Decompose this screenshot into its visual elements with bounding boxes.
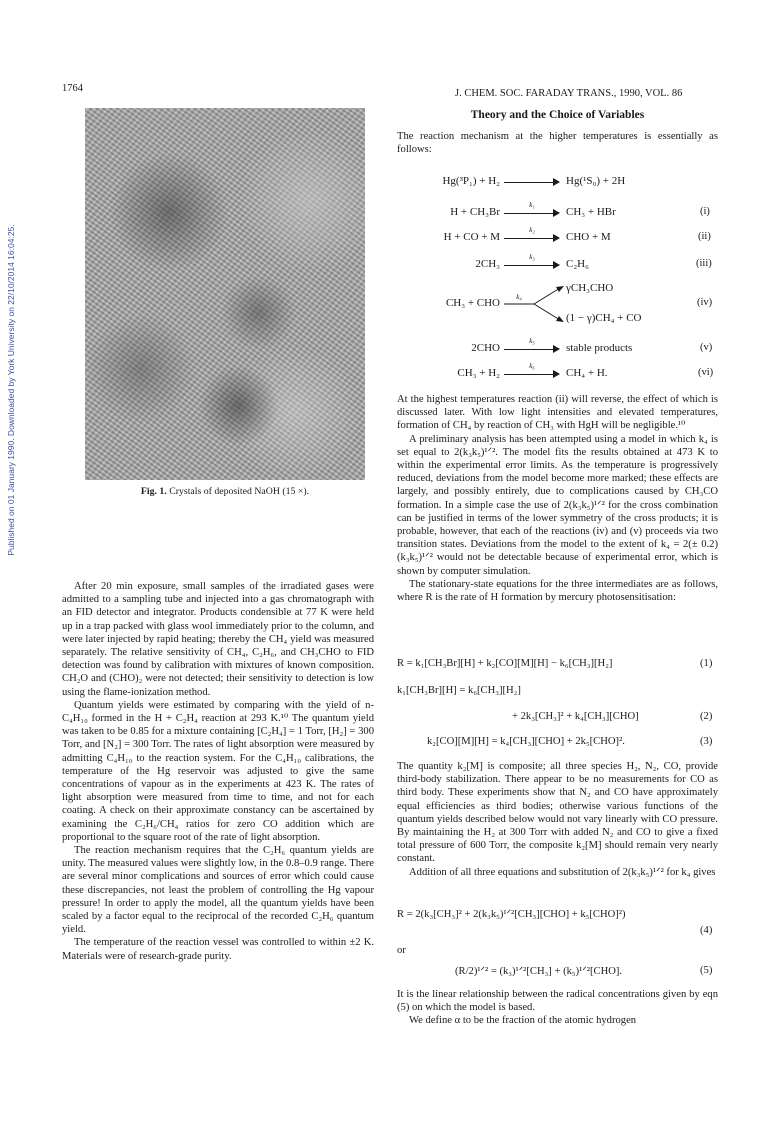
equation-4: R = 2(k₃[CH₃]² + 2(k₃k₅)¹ᐟ²[CH₃][CHO] + k₅[CHO]²): [397, 909, 626, 920]
page-number: 1764: [62, 83, 83, 94]
reaction-rhs-bottom: (1 − γ)CH₄ + CO: [566, 312, 642, 324]
reaction-arrow: [504, 201, 560, 220]
download-notice: [5, 110, 17, 670]
left-paragraph: The temperature of the reaction vessel was controlled to within ±2 K. Materials were of research-grade purity.: [62, 937, 374, 962]
intro-paragraph: [397, 130, 718, 156]
rate-constant-label: k₄: [516, 293, 522, 301]
reaction-number: (ii): [698, 231, 711, 242]
reaction-lhs: 2CH₃: [475, 258, 500, 270]
reaction-arrow: [504, 226, 560, 245]
left-paragraph: After 20 min exposure, small samples of the irradiated gases were admitted to a sampling tube and injected into a gas chromatograph with an FID detector and integrator. Products condensible at 77 K were held up in a trap packed with glass wool immediately prior to the column, and were later injected by rapid heating; thereby the CH₄ yield was measured separately. The relative sensitivity of CH₄, C₂H₆, and CH₃CHO to FID detection was found by calibration with mixtures of known composition. CH₂O and (CHO)₂ were not detected; their sensitivity to detection is low using the flame-ionization method.: [62, 581, 374, 698]
figure-caption-text: Crystals of deposited NaOH (15 ×).: [169, 486, 310, 497]
reaction-lhs: Hg(³P₁) + H₂: [442, 175, 500, 187]
right-text-block-b: [397, 760, 718, 879]
equation-4-number: (4): [700, 925, 713, 936]
reaction-lhs: CH₃ + H₂: [457, 367, 500, 379]
reaction-number: (v): [700, 342, 713, 353]
reaction-rhs: CH₃ + HBr: [566, 206, 616, 218]
left-paragraph: The reaction mechanism requires that the C₂H₆ quantum yields are unity. The measured values were slightly low, in the 0.8–0.9 range. There are several minor complications and sources of error which could cause these discrepancies, not least the problem of controlling the Hg vapour pressure! In order to apply the model, all the quantum yields have been scaled by a factor equal to the reciprocal of the recorded C₂H₆ quantum yield.: [62, 845, 374, 936]
reaction-rhs: stable products: [566, 342, 633, 354]
equation-2-line-2: + 2k₃[CH₃]² + k₄[CH₃][CHO]: [512, 711, 639, 722]
left-paragraph: Quantum yields were estimated by comparing with the yield of n-C₄H₁₀ formed in the H + C₂H₄ reaction at 293 K.¹⁰ The quantum yield was taken to be 0.85 for a mixture containing [C₂H₄] = 1 Torr, [H₂] = 300 Torr, and [N₂] = 300 Torr. The rates of light absorption were measured by admitting C₄H₁₀ to the reaction system. For the C₄H₁₀ calibrations, the temperature of the Hg reservoir was adjusted to give the same concentrations of vapour as in the experiments at 423 K. The rates of light absorption were measured from time to time, and not for each coating. A check on their approximate constancy can be ascertained by examining the C₂H₆/CH₄ ratios for zero CO addition which are proportional to the square root of the rate of light absorption.: [62, 699, 374, 843]
rate-constant-label: k₆: [529, 362, 535, 370]
rate-constant-label: k₁: [529, 201, 535, 209]
reaction-number: (iii): [696, 258, 712, 269]
reaction-lhs: CH₃ + CHO: [445, 297, 500, 309]
reaction-v: [0, 337, 769, 358]
reaction-lhs: H + CH₃Br: [450, 206, 500, 218]
equation-3: k₂[CO][M][H] = k₄[CH₃][CHO] + 2k₅[CHO]².: [427, 736, 625, 747]
reaction-arrow: [504, 253, 560, 272]
reaction-lhs: 2CHO: [471, 342, 500, 354]
reaction-vi: [0, 362, 769, 383]
reaction-photosensitisation: [0, 175, 769, 191]
download-notice-text: Published on 01 January 1990. Downloaded by York University on 22/10/2014 16:04:25.: [6, 224, 16, 556]
reaction-arrow: [504, 362, 560, 381]
reaction-i: [0, 201, 769, 222]
left-column: [62, 580, 374, 963]
reaction-number: (iv): [697, 297, 713, 308]
right-paragraph: The quantity k₂[M] is composite; all three species H₂, N₂, CO, provide third-body stabilization. There appear to be no measurements for CO as third body. These experiments show that N₂ and CO have approximately equal efficiencies as third bodies; otherwise various functions of the quantum yields described below would not vary linearly with CO pressure. By maintaining the H₂ at 300 Torr with added N₂ and CO to give a fixed total pressure of 600 Torr, the composite k₂[M] should remain very nearly constant.: [397, 761, 718, 865]
right-paragraph: At the highest temperatures reaction (ii) will reverse, the effect of which is discussed later. With low light intensities and elevated temperatures, formation of CH₄ by reaction of CH₃ with HgH will be negligible.¹⁰: [397, 394, 718, 432]
equation-3-number: (3): [700, 736, 713, 747]
reaction-rhs: Hg(¹S₀) + 2H: [566, 175, 626, 187]
rate-constant-label: k₂: [529, 226, 535, 234]
reaction-lhs: H + CO + M: [443, 231, 500, 243]
equation-2-line-1: k₁[CH₃Br][H] = k₆[CH₃][H₂]: [397, 685, 521, 696]
rate-constant-label: k₃: [529, 253, 535, 261]
intro-text: The reaction mechanism at the higher temperatures is essentially as follows:: [397, 131, 718, 156]
right-paragraph: A preliminary analysis has been attempted using a model in which k₄ is set equal to 2(k₃k₅)¹ᐟ². The model fits the results obtained at 473 K to within the experimental error limits. As the temperature is progressively reduced, deviations from the model become more marked; these effects are largely, and possibly entirely, due to complications caused by CH₃CO formation. In a simple case the use of 2(k₃k₅)¹ᐟ² for the cross combination can be justified in terms of the lower symmetry of the cross products; it is probable, however, that each of the reactions (iv) and (v) proceeds via two transition states. Deviations from the model to the extent of k₄ = 2(± 0.2)(k₃k₅)¹ᐟ² would not be detectable because of experimental error, which is shown by computer simulation.: [397, 433, 718, 577]
right-text-block-c: [397, 988, 718, 1028]
equation-5-number: (5): [700, 965, 713, 976]
reaction-rhs-top: γCH₃CHO: [566, 282, 614, 294]
equation-or: or: [397, 945, 406, 956]
reaction-iii: [0, 253, 769, 274]
rate-constant-label: k₅: [529, 337, 535, 345]
equation-5: (R/2)¹ᐟ² = (k₃)¹ᐟ²[CH₃] + (k₅)¹ᐟ²[CHO].: [455, 966, 623, 977]
journal-header: J. CHEM. SOC. FARADAY TRANS., 1990, VOL. 86: [455, 88, 683, 99]
reaction-rhs: CH₄ + H.: [566, 367, 608, 379]
equation-2-number: (2): [700, 711, 713, 722]
right-paragraph: We define α to be the fraction of the atomic hydrogen: [409, 1015, 637, 1027]
equation-1-number: (1): [700, 658, 713, 669]
right-paragraph: The stationary-state equations for the three intermediates are as follows, where R is the rate of H formation by mercury photosensitisation:: [397, 578, 718, 604]
reaction-ii: [0, 226, 769, 247]
figure-caption: [85, 486, 365, 497]
right-paragraph: It is the linear relationship between the radical concentrations given by eqn (5) on which the model is based.: [397, 989, 718, 1014]
branching-arrow: [504, 282, 566, 330]
reaction-arrow: [504, 337, 560, 356]
reaction-rhs: CHO + M: [566, 231, 611, 243]
right-text-block-a: [397, 393, 718, 604]
equation-1: R = k₁[CH₃Br][H] + k₂[CO][M][H] − k₆[CH₃][H₂]: [397, 658, 613, 669]
section-title: Theory and the Choice of Variables: [470, 109, 645, 121]
reaction-iv: [0, 282, 769, 330]
reaction-number: (i): [700, 206, 710, 217]
reaction-arrow: [504, 175, 560, 189]
reaction-rhs: C₂H₆: [566, 258, 589, 270]
reaction-number: (vi): [698, 367, 714, 378]
right-paragraph: Addition of all three equations and substitution of 2(k₃k₅)¹ᐟ² for k₄ gives: [409, 866, 716, 878]
figure-caption-label: Fig. 1.: [140, 486, 167, 497]
